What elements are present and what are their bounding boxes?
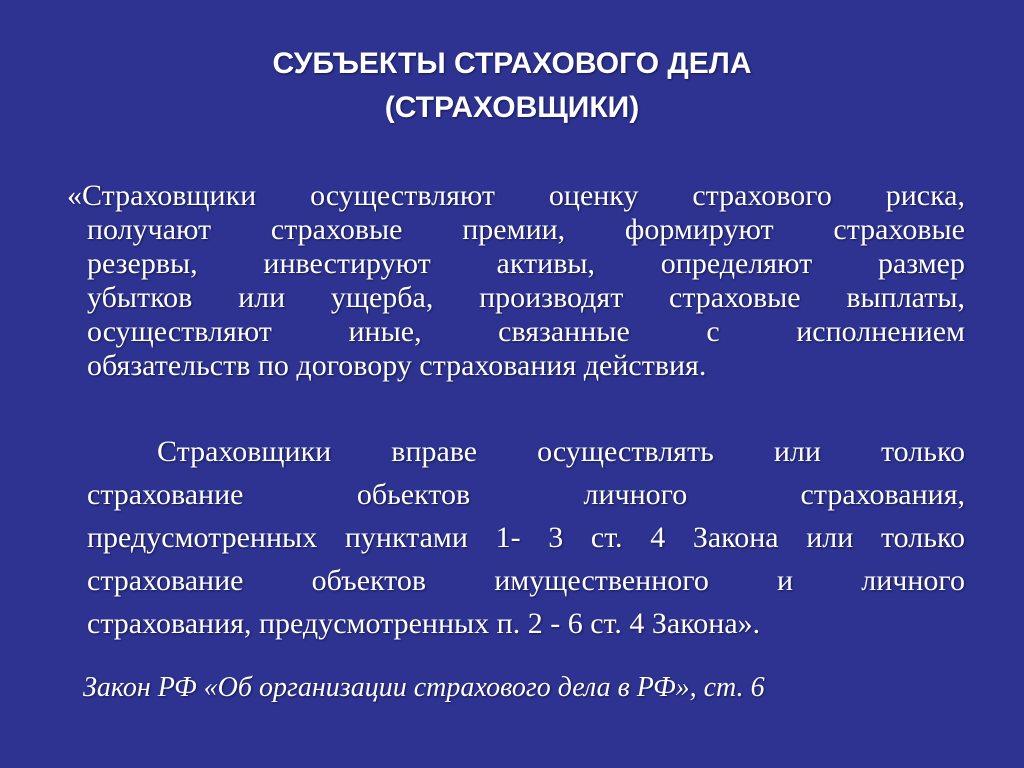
slide-title-line-1: СУБЪЕКТЫ СТРАХОВОГО ДЕЛА: [272, 47, 752, 80]
text-line: Страховщики вправе осуществлять или только: [157, 435, 965, 468]
text-line: убытков или ущерба, производят страховые выплаты,: [87, 281, 965, 314]
text-line: страхование обьектов личного страхования,: [87, 478, 965, 511]
text-line: резервы, инвестируют активы, определяют размер: [87, 247, 965, 280]
text-line: осуществляют иные, связанные с исполнением: [87, 315, 965, 348]
text-line: «Страховщики осуществляют оценку страхового риска,: [67, 179, 965, 212]
paragraph-insurer-rights: [87, 430, 965, 645]
law-citation: Закон РФ «Об организации страхового дела в РФ», ст. 6: [83, 672, 765, 703]
text-line: предусмотренных пунктами 1- 3 ст. 4 Закона или только: [87, 521, 965, 554]
text-line: получают страховые премии, формируют страховые: [87, 213, 965, 246]
text-line: страхования, предусмотренных п. 2 - 6 ст. 4 Закона».: [87, 607, 761, 640]
text-line: страхование объектов имущественного и личного: [87, 564, 965, 597]
paragraph-insurer-duties: [67, 179, 965, 383]
text-line: обязательств по договору страхования действия.: [87, 349, 707, 382]
slide-title: [0, 42, 1024, 130]
slide-title-line-2: (СТРАХОВЩИКИ): [384, 91, 640, 124]
